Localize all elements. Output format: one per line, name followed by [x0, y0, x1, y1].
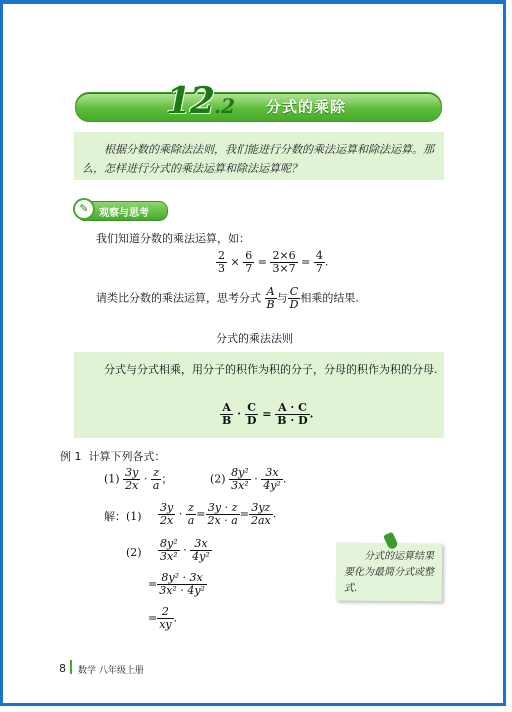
solution-2-line-3	[148, 606, 177, 631]
paragraph-2	[96, 286, 359, 311]
question-number: (1)	[104, 472, 120, 486]
rule-frac-AB: $\frac{A}{B}$	[222, 401, 232, 427]
example-fraction-line	[216, 250, 328, 275]
op-equals-2: =	[301, 255, 311, 269]
s2-frac-b: $\frac{3x}{\text{4y²}}$	[192, 537, 210, 563]
rule-text: 分式与分式相乘，用分子的积作为积的分子，分母的积作为积的分母.	[104, 363, 438, 376]
rule-heading: 分式的乘法法则	[216, 332, 293, 345]
note-text-block	[344, 549, 438, 597]
section-title: 分式的乘除	[266, 98, 347, 116]
solution-2-label: (2)	[126, 546, 142, 559]
s1-frac-b: $\frac{z}{a}$	[187, 501, 195, 527]
observe-tag	[76, 201, 168, 221]
note-text: 分式的运算结果要化为最简分式或整式.	[344, 551, 434, 594]
s2-frac-result: $\frac{2}{xy}$	[159, 605, 172, 631]
s2-frac-c: $\frac{\text{8y² · 3x}}{\text{3x² · 4y²}}$	[159, 571, 205, 597]
op-times: ×	[230, 255, 240, 269]
intro-text: 根据分数的乘除法法则，我们能进行分数的乘法运算和除法运算。那么，怎样进行分式的乘法运算和除法运算呢？	[82, 143, 434, 175]
q2-frac-b: $\frac{3x}{\text{4y²}}$	[263, 466, 281, 492]
solution-1	[158, 502, 276, 527]
section-number: 12.2	[166, 80, 235, 122]
op-dot: ·	[237, 407, 241, 421]
book-reader-icon: ✎	[73, 198, 95, 220]
op-equals: =	[257, 255, 267, 269]
question-2	[210, 467, 286, 492]
q1-frac-a: $\frac{3y}{2x}$	[125, 466, 139, 492]
q2-frac-a: $\frac{\text{8y²}}{\text{3x²}}$	[231, 466, 249, 492]
book-title: 数学 八年级上册	[78, 666, 144, 676]
op-dot: ·	[254, 472, 258, 486]
fraction-AB: $\frac{A}{B}$	[266, 285, 275, 311]
paragraph-1: 我们知道分数的乘法运算，如：	[96, 232, 250, 245]
footer-divider	[70, 660, 72, 674]
para2-mid: 与	[276, 291, 288, 305]
rule-frac-CD: $\frac{C}{D}$	[246, 401, 257, 427]
op-equals-2: =	[239, 507, 249, 521]
period: .	[282, 472, 287, 486]
q1-frac-b: $\frac{z}{a}$	[152, 466, 160, 492]
intro-box	[74, 132, 444, 180]
solution-2-line-1	[158, 538, 212, 563]
period: .	[173, 611, 178, 625]
question-1	[104, 467, 172, 492]
fraction-b: $\frac{6}{7}$	[245, 249, 253, 275]
para2-before: 请类比分数的乘法运算，思考分式	[96, 291, 261, 305]
para2-after: 相乘的结果.	[300, 291, 359, 305]
s1-frac-c: $\frac{3y \cdot z}{2x \cdot a}$	[207, 501, 238, 527]
s1-frac-a: $\frac{3y}{2x}$	[160, 501, 174, 527]
solution-2-line-2	[148, 572, 207, 597]
s2-frac-a: $\frac{\text{8y²}}{\text{3x²}}$	[160, 537, 178, 563]
op-dot: ·	[183, 543, 187, 557]
op-equals-2: =	[148, 611, 158, 625]
s1-frac-result: $\frac{3yz}{2ax}$	[250, 501, 271, 527]
observe-label: 观察与思考	[99, 208, 149, 219]
period: .	[309, 407, 314, 421]
op-equals: =	[148, 577, 158, 591]
rule-formula	[220, 402, 313, 427]
op-equals: =	[196, 507, 206, 521]
example-prompt: 计算下列各式：	[88, 450, 166, 463]
op-dot: ·	[143, 472, 148, 486]
semicolon: ；	[161, 472, 173, 486]
fraction-a: $\frac{2}{3}$	[218, 249, 225, 275]
period: .	[272, 507, 277, 521]
page-number: 8	[59, 662, 66, 675]
fraction-CD: $\frac{C}{D}$	[289, 285, 299, 311]
question-number: (2)	[210, 472, 226, 486]
op-dot: ·	[178, 507, 183, 521]
fraction-result: $\frac{4}{7}$	[315, 249, 323, 275]
example-label	[60, 448, 166, 464]
section-header-bar	[75, 92, 442, 122]
fraction-c: $\frac{2\times 6}{3\times 7}$	[272, 249, 296, 275]
op-equals: =	[262, 407, 272, 421]
period: .	[324, 255, 329, 269]
solution-label: 解：(1)	[104, 510, 142, 523]
example-number: 例 1	[60, 450, 82, 463]
rule-text-block	[82, 360, 438, 380]
rule-frac-result: $\frac{A \cdot C}{B \cdot D}$	[277, 401, 308, 427]
